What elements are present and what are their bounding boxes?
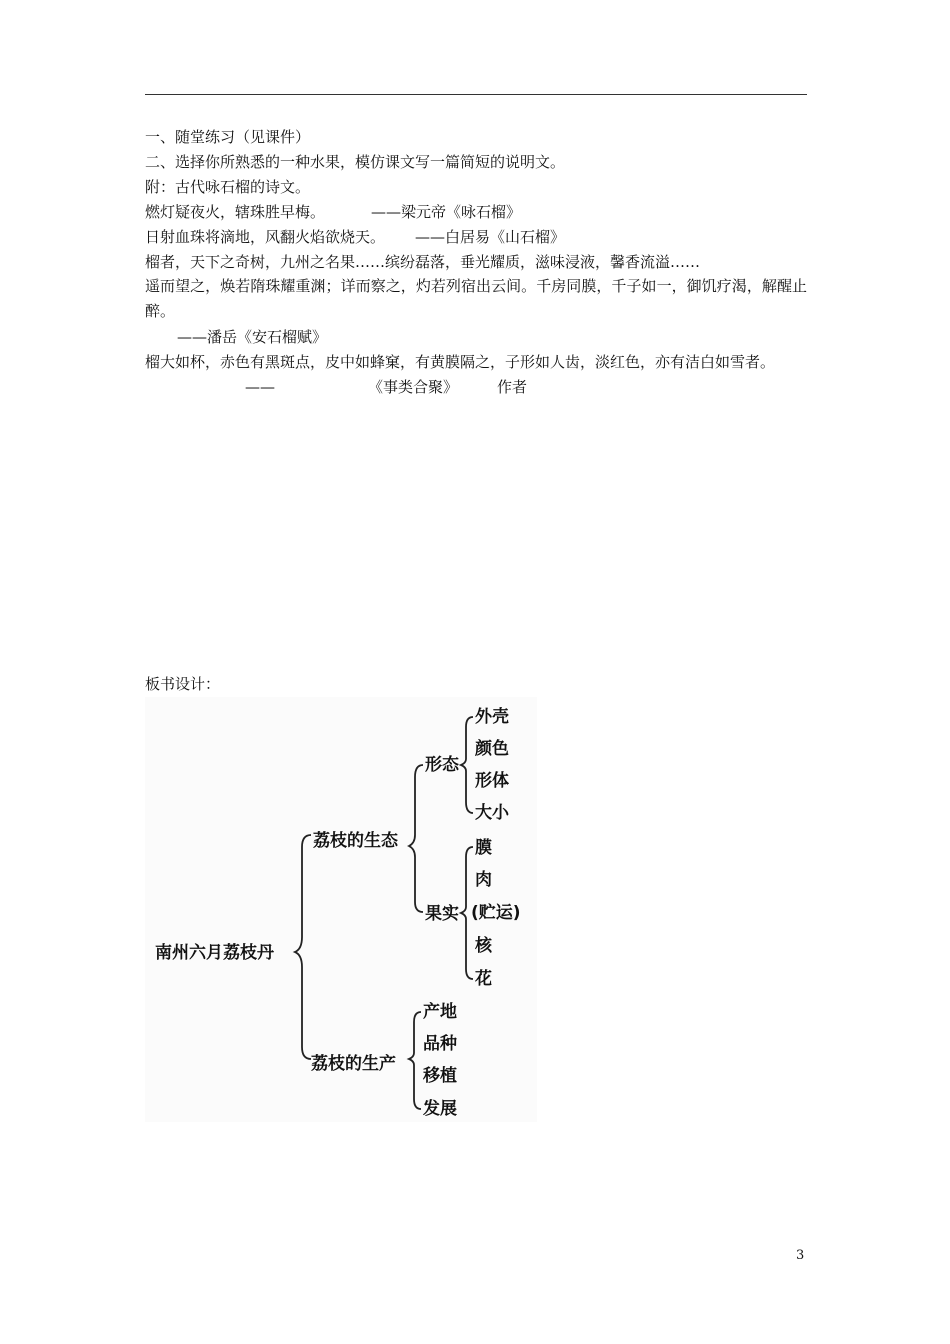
form-item: 颜色 (475, 739, 509, 759)
prose-source-author: 作者 (497, 378, 528, 396)
root-node: 南州六月荔枝丹 (155, 943, 274, 963)
header-rule (145, 94, 807, 95)
fruit-item: 花 (475, 969, 492, 989)
production-item: 移植 (423, 1066, 457, 1086)
ecology-brace (409, 765, 423, 912)
fruit-item: 膜 (475, 838, 492, 858)
poem-1-text: 燃灯疑夜火，辖珠胜早梅。 (145, 203, 326, 221)
prose-source-dash: —— (245, 378, 275, 396)
production-item: 品种 (423, 1034, 457, 1054)
poem-1-source: ——梁元帝《咏石榴》 (371, 203, 522, 221)
form-item: 外壳 (475, 707, 509, 727)
board-design-title: 板书设计： (145, 675, 221, 693)
poem-2-source: ——白居易《山石榴》 (415, 228, 566, 246)
sub-fruit: 果实 (425, 904, 459, 924)
poem-line-1 (145, 202, 521, 222)
sub-form: 形态 (425, 755, 459, 775)
fu-line-1: 榴者，天下之奇树，九州之名果……缤纷磊落，垂光耀质，滋味浸液，馨香流溢…… (145, 253, 701, 271)
poem-line-2 (145, 227, 565, 247)
exercise-line-2: 二、选择你所熟悉的一种水果，模仿课文写一篇简短的说明文。 (145, 153, 566, 171)
fu-line-2: 遥而望之，焕若隋珠耀重渊；详而察之，灼若列宿出云间。千房同膜，千子如一，御饥疗渴，解醒止醉。 (145, 277, 807, 320)
board-diagram (145, 697, 537, 1122)
branch-production: 荔枝的生产 (311, 1054, 396, 1074)
appendix-heading: 附：古代咏石榴的诗文。 (145, 178, 311, 196)
form-item: 大小 (475, 803, 509, 823)
production-item: 产地 (423, 1002, 457, 1022)
poem-2-text: 日射血珠将滴地，风翻火焰欲烧天。 (145, 228, 386, 246)
page-number: 3 (796, 1248, 805, 1263)
fruit-item: (贮运) (471, 903, 521, 923)
fu-source: ——潘岳《安石榴赋》 (177, 328, 328, 346)
form-item: 形体 (475, 771, 509, 791)
prose-source-book: 《事类合聚》 (368, 378, 459, 396)
fruit-item: 核 (475, 936, 492, 956)
branch-ecology: 荔枝的生态 (313, 831, 398, 851)
root-brace (295, 835, 311, 1059)
form-brace (461, 717, 473, 813)
production-brace (409, 1012, 421, 1109)
production-item: 发展 (423, 1099, 457, 1119)
tree-diagram (145, 697, 537, 1122)
fruit-item: 肉 (475, 870, 492, 890)
prose-line: 榴大如杯，赤色有黑斑点，皮中如蜂窠，有黄膜隔之，子形如人齿，淡红色，亦有洁白如雪者。 (145, 353, 776, 371)
exercise-line-1: 一、随堂练习（见课件） (145, 128, 311, 146)
